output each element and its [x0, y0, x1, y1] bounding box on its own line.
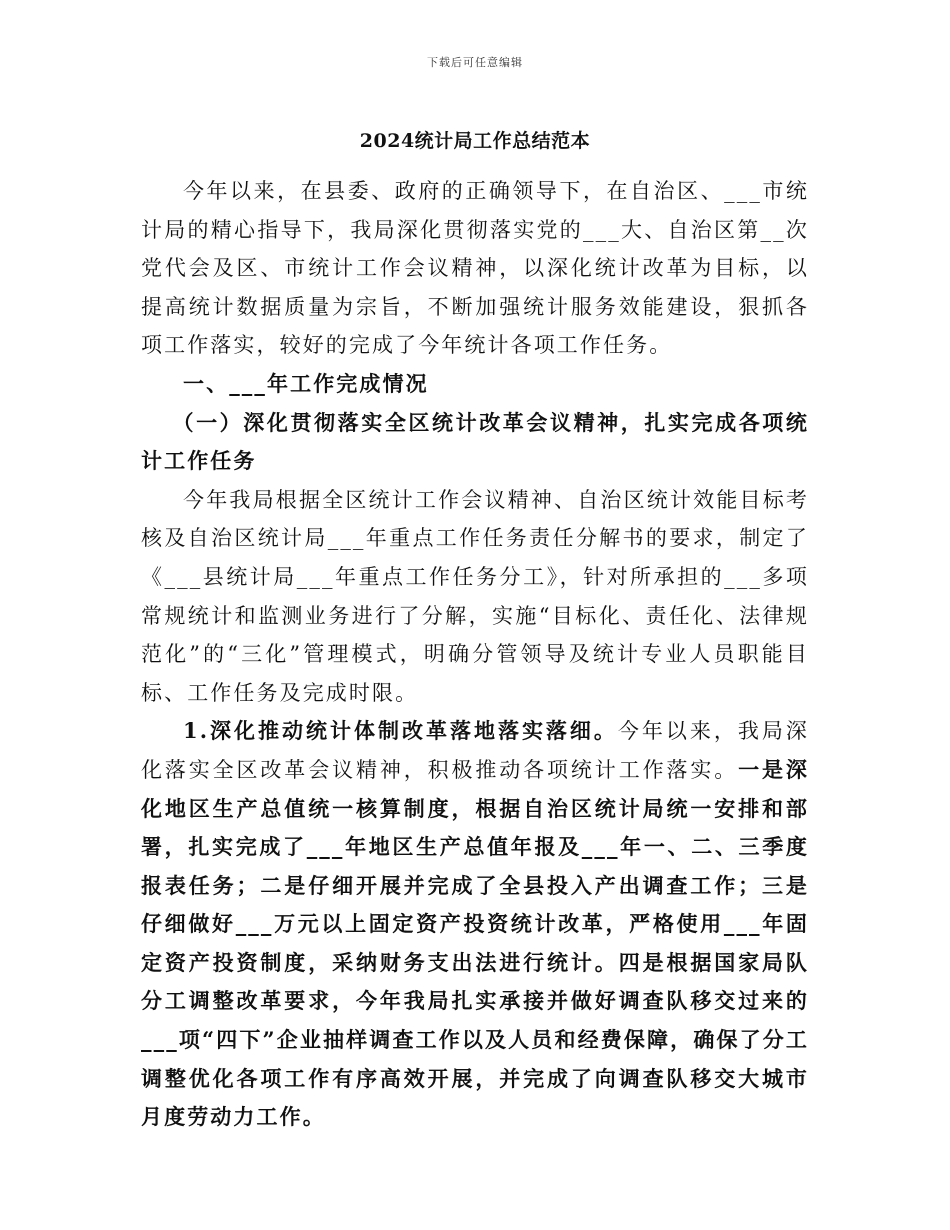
header-note: 下载后可任意编辑: [427, 56, 523, 69]
section-heading: 一、___年工作完成情况: [183, 370, 429, 396]
intro-paragraph: 今年以来，在县委、政府的正确领导下，在自治区、___市统计局的精心指导下，我局深化贯彻落实党的___大、自治区第__次党代会及区、市统计工作会议精神，以深化统计改革为目标，以提高统计数据质量为宗旨，不断加强统计服务效能建设，狠抓各项工作落实，较好的完成了今年统计各项工作任务。: [141, 179, 809, 358]
document-body: [141, 172, 809, 1137]
item-bold-text: 一是深化地区生产总值统一核算制度，根据自治区统计局统一安排和部署，扎实完成了___年地区生产总值年报及___年一、二、三季度报表任务；二是仔细开展并完成了全县投入产出调查工作；三是仔细做好___万元以上固定资产投资统计改革，严格使用___年固定资产投资制度，采纳财务支出法进行统计。四是根据国家局队分工调整改革要求，今年我局扎实承接并做好调查队移交过来的___项“四下”企业抽样调查工作以及人员和经费保障，确保了分工调整优化各项工作有序高效开展，并完成了向调查队移交大城市月度劳动力工作。: [141, 756, 809, 1130]
subsection-heading: （一）深化贯彻落实全区统计改革会议精神，扎实完成各项统计工作任务: [141, 409, 809, 474]
item-lead: 1.深化推动统计体制改革落地落实落细。: [183, 718, 618, 744]
subsection-paragraph: 今年我局根据全区统计工作会议精神、自治区统计效能目标考核及自治区统计局___年重点工作任务责任分解书的要求，制定了《___县统计局___年重点工作任务分工》，针对所承担的___多项常规统计和监测业务进行了分解，实施“目标化、责任化、法律规范化”的“三化”管理模式，明确分管领导及统计专业人员职能目标、工作任务及完成时限。: [141, 487, 809, 705]
item-normal-text: 今年以来，我局深化落实全区改革会议精神，积极推动各项统计工作落实。: [141, 719, 809, 782]
item-paragraph: [141, 712, 809, 1137]
document-title: 2024统计局工作总结范本: [359, 130, 591, 152]
